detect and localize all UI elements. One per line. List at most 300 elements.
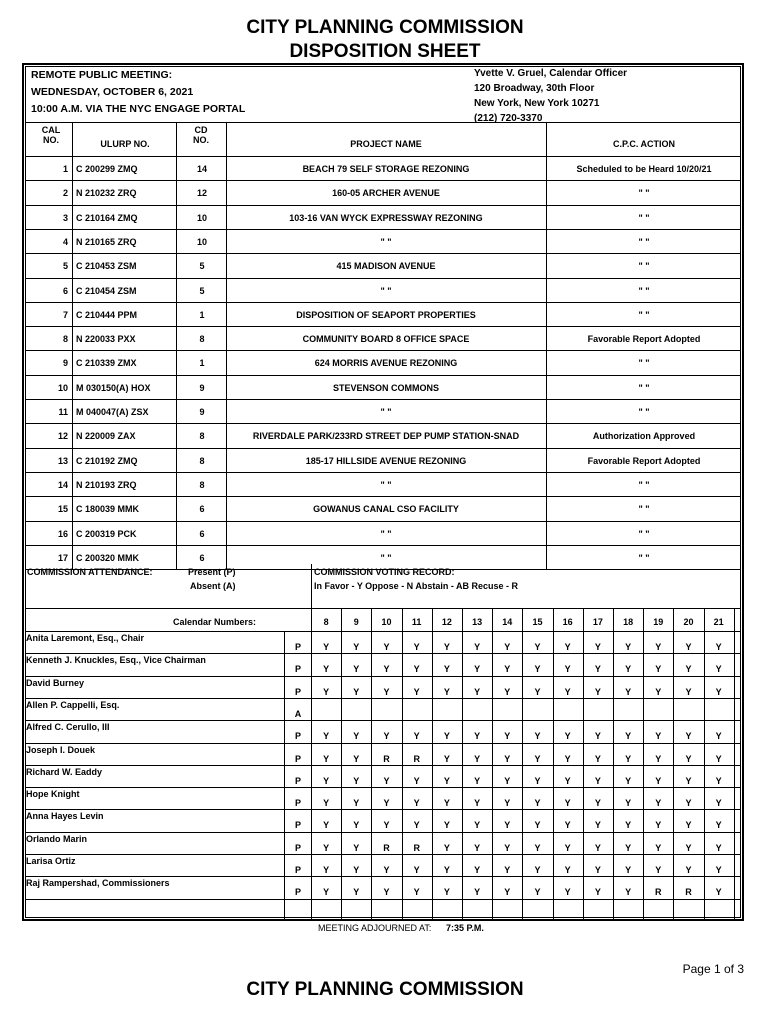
item-project-name: 415 MADISON AVENUE xyxy=(336,261,436,272)
vote-cell: Y xyxy=(323,642,330,652)
item-project-name: " " xyxy=(380,479,392,490)
item-ulurp-no: N 210165 ZRQ xyxy=(76,236,137,247)
item-cal-no: 12 xyxy=(57,431,68,442)
item-cd-no: 9 xyxy=(199,407,205,417)
vote-cell: Y xyxy=(534,842,541,853)
vote-cell: Y xyxy=(383,686,390,697)
vote-cell: Y xyxy=(323,820,330,831)
vote-cell: Y xyxy=(625,664,632,675)
vote-cell: Y xyxy=(504,731,511,742)
item-ulurp-no: C 210444 PPM xyxy=(76,309,138,320)
item-cpc-action: Authorization Approved xyxy=(592,431,696,442)
grid-line xyxy=(25,350,741,351)
item-ulurp-no: C 200319 PCK xyxy=(76,528,137,539)
col-header-project: PROJECT NAME xyxy=(350,139,422,149)
vote-cell: Y xyxy=(443,731,450,742)
vote-cell: Y xyxy=(534,642,541,652)
vote-cell: Y xyxy=(564,887,571,898)
item-cpc-action: Favorable Report Adopted xyxy=(587,334,701,345)
item-project-name: 160-05 ARCHER AVENUE xyxy=(332,188,440,199)
commissioner-attendance: P xyxy=(294,753,301,764)
vote-cell: Y xyxy=(353,664,360,675)
vote-cell: Y xyxy=(534,753,541,764)
item-cpc-action: " " xyxy=(638,479,650,490)
item-project-name: BEACH 79 SELF STORAGE REZONING xyxy=(302,164,470,174)
calendar-numbers-label: Calendar Numbers: xyxy=(173,617,257,627)
item-cal-no: 1 xyxy=(62,164,68,174)
vote-cell: Y xyxy=(534,887,541,898)
item-cpc-action: " " xyxy=(638,188,650,199)
vote-cell: Y xyxy=(323,664,330,675)
grid-line xyxy=(25,854,741,855)
commissioner-attendance: P xyxy=(294,775,301,786)
vote-cell: Y xyxy=(383,642,390,652)
item-cpc-action: Scheduled to be Heard 10/20/21 xyxy=(576,164,712,174)
vote-cell: Y xyxy=(594,642,601,652)
vote-cell: Y xyxy=(594,686,601,697)
vote-cell: Y xyxy=(443,664,450,675)
item-ulurp-no: M 030150(A) HOX xyxy=(76,382,151,393)
item-cal-no: 2 xyxy=(62,188,68,199)
vote-cell: Y xyxy=(594,865,601,875)
vote-cell: Y xyxy=(474,642,481,652)
vote-cell: Y xyxy=(474,731,481,742)
vote-cell: Y xyxy=(534,798,541,809)
item-cd-no: 1 xyxy=(199,309,205,320)
commissioner-name: Kenneth J. Knuckles, Esq., Vice Chairman xyxy=(26,655,206,666)
vote-cell: Y xyxy=(443,820,450,831)
grid-line xyxy=(25,743,741,744)
item-cpc-action: " " xyxy=(638,236,650,247)
calendar-number: 10 xyxy=(381,617,392,627)
vote-cell: Y xyxy=(685,842,692,853)
item-cal-no: 17 xyxy=(57,552,68,563)
calendar-number: 13 xyxy=(472,617,483,627)
commissioner-name: David Burney xyxy=(26,677,85,688)
meeting-info xyxy=(31,67,245,118)
vote-cell: Y xyxy=(413,731,420,742)
vote-cell: Y xyxy=(353,887,360,898)
item-cal-no: 16 xyxy=(57,528,68,539)
document-title: CITY PLANNING COMMISSION xyxy=(246,17,524,38)
vote-cell: Y xyxy=(655,775,662,786)
attendance-present-legend: Present (P) xyxy=(188,567,236,577)
vote-cell: Y xyxy=(594,798,601,809)
vote-cell: Y xyxy=(715,887,722,898)
document-subtitle: DISPOSITION SHEET xyxy=(289,41,481,62)
item-cal-no: 4 xyxy=(62,236,68,247)
item-cd-no: 14 xyxy=(196,164,207,174)
item-cd-no: 5 xyxy=(199,261,205,272)
commissioner-attendance: P xyxy=(294,642,301,652)
commissioner-name: Orlando Marin xyxy=(26,833,88,844)
grid-line xyxy=(25,472,741,473)
vote-cell: Y xyxy=(685,775,692,786)
vote-cell: Y xyxy=(504,753,511,764)
vote-cell: Y xyxy=(504,842,511,853)
voting-legend: In Favor - Y Oppose - N Abstain - AB Recuse - R xyxy=(314,581,519,591)
vote-cell: Y xyxy=(323,842,330,853)
item-cd-no: 8 xyxy=(199,334,205,345)
commissioner-attendance: A xyxy=(294,708,302,719)
commissioner-name: Hope Knight xyxy=(26,789,80,800)
commissioner-attendance: P xyxy=(294,664,301,675)
commissioner-attendance: P xyxy=(294,865,301,875)
item-ulurp-no: N 210232 ZRQ xyxy=(76,188,137,199)
item-cal-no: 15 xyxy=(57,504,68,515)
vote-cell: Y xyxy=(685,820,692,831)
vote-cell: Y xyxy=(594,887,601,898)
vote-cell: Y xyxy=(474,664,481,675)
vote-cell: Y xyxy=(504,820,511,831)
vote-cell: Y xyxy=(323,686,330,697)
item-ulurp-no: C 210164 ZMQ xyxy=(76,212,138,223)
vote-cell: R xyxy=(383,753,390,764)
grid-line xyxy=(25,765,741,766)
vote-cell: Y xyxy=(383,865,390,875)
vote-cell: Y xyxy=(443,642,450,652)
vote-cell: Y xyxy=(655,664,662,675)
vote-cell: Y xyxy=(383,887,390,898)
vote-cell: Y xyxy=(685,753,692,764)
commissioner-attendance: P xyxy=(294,798,301,809)
item-cd-no: 1 xyxy=(199,358,205,369)
vote-cell: Y xyxy=(715,842,722,853)
vote-cell: Y xyxy=(655,731,662,742)
vote-cell: Y xyxy=(625,775,632,786)
grid-line xyxy=(25,448,741,449)
vote-cell: Y xyxy=(594,775,601,786)
item-project-name: DISPOSITION OF SEAPORT PROPERTIES xyxy=(296,309,476,320)
vote-cell: Y xyxy=(474,775,481,786)
vote-cell: Y xyxy=(323,798,330,809)
item-cd-no: 9 xyxy=(199,382,205,393)
vote-cell: Y xyxy=(443,775,450,786)
item-ulurp-no: N 210193 ZRQ xyxy=(76,479,137,490)
item-cpc-action: Favorable Report Adopted xyxy=(587,455,701,466)
calendar-number: 12 xyxy=(441,617,452,627)
commissioner-name: Larisa Ortiz xyxy=(26,856,76,866)
grid-line xyxy=(176,122,177,569)
calendar-number: 17 xyxy=(592,617,603,627)
vote-cell: Y xyxy=(504,664,511,675)
vote-cell: Y xyxy=(383,731,390,742)
vote-cell: Y xyxy=(564,775,571,786)
item-ulurp-no: C 200299 ZMQ xyxy=(76,164,138,174)
commissioner-attendance: P xyxy=(294,842,301,853)
vote-cell: Y xyxy=(504,775,511,786)
vote-cell: Y xyxy=(504,865,511,875)
vote-cell: Y xyxy=(383,820,390,831)
item-cd-no: 8 xyxy=(199,431,205,442)
officer-line: (212) 720-3370 xyxy=(474,113,543,124)
vote-cell: Y xyxy=(715,775,722,786)
grid-line xyxy=(25,876,741,877)
item-ulurp-no: C 210339 ZMX xyxy=(76,358,137,369)
item-cal-no: 14 xyxy=(57,479,68,490)
vote-cell: Y xyxy=(625,642,632,652)
vote-cell: Y xyxy=(383,798,390,809)
item-ulurp-no: C 180039 MMK xyxy=(76,504,140,515)
vote-cell: Y xyxy=(564,642,571,652)
item-project-name: " " xyxy=(380,236,392,247)
item-project-name: " " xyxy=(380,285,392,296)
vote-cell: Y xyxy=(443,686,450,697)
item-cpc-action: " " xyxy=(638,212,650,223)
meeting-line: 10:00 A.M. VIA THE NYC ENGAGE PORTAL xyxy=(31,103,246,115)
vote-cell: Y xyxy=(594,664,601,675)
vote-cell: Y xyxy=(534,820,541,831)
vote-cell: Y xyxy=(534,731,541,742)
grid-line xyxy=(25,720,741,721)
vote-cell: Y xyxy=(323,865,330,875)
vote-cell: Y xyxy=(443,842,450,853)
grid-line xyxy=(25,787,741,788)
vote-cell: Y xyxy=(353,642,360,652)
item-cd-no: 6 xyxy=(199,528,205,539)
vote-cell: Y xyxy=(564,798,571,809)
item-cd-no: 10 xyxy=(196,236,207,247)
calendar-number: 18 xyxy=(623,617,634,627)
page-number: Page 1 of 3 xyxy=(682,962,744,976)
vote-cell: Y xyxy=(504,686,511,697)
item-project-name: STEVENSON COMMONS xyxy=(332,382,439,393)
item-cd-no: 12 xyxy=(196,188,207,199)
meeting-line: WEDNESDAY, OCTOBER 6, 2021 xyxy=(31,86,194,98)
officer-line: New York, New York 10271 xyxy=(474,98,600,109)
item-ulurp-no: C 210454 ZSM xyxy=(76,285,137,296)
vote-cell: R xyxy=(655,887,662,898)
adjourned-time: 7:35 P.M. xyxy=(446,923,484,933)
commissioner-attendance: P xyxy=(294,887,301,898)
vote-cell: Y xyxy=(353,775,360,786)
vote-cell: Y xyxy=(564,686,571,697)
vote-cell: Y xyxy=(564,664,571,675)
attendance-absent-legend: Absent (A) xyxy=(190,581,236,591)
calendar-number: 20 xyxy=(683,617,694,627)
commissioner-name: Anita Laremont, Esq., Chair xyxy=(26,633,145,643)
grid-line xyxy=(72,122,73,569)
item-project-name: GOWANUS CANAL CSO FACILITY xyxy=(313,504,459,515)
vote-cell: Y xyxy=(594,820,601,831)
vote-cell: Y xyxy=(715,686,722,697)
attendance-label: COMMISSION ATTENDANCE: xyxy=(27,567,153,577)
grid-line xyxy=(25,521,741,522)
vote-cell: R xyxy=(383,842,390,853)
vote-cell: Y xyxy=(353,686,360,697)
vote-cell: Y xyxy=(383,775,390,786)
item-cal-no: 5 xyxy=(62,261,68,272)
item-cal-no: 6 xyxy=(62,285,68,296)
vote-cell: Y xyxy=(625,731,632,742)
vote-cell: Y xyxy=(353,731,360,742)
vote-cell: Y xyxy=(443,798,450,809)
item-cpc-action: " " xyxy=(638,285,650,296)
vote-cell: Y xyxy=(353,753,360,764)
vote-cell: Y xyxy=(534,664,541,675)
vote-cell: Y xyxy=(323,887,330,898)
vote-cell: Y xyxy=(564,753,571,764)
grid-line xyxy=(25,545,741,546)
vote-cell: Y xyxy=(655,842,662,853)
calendar-number: 14 xyxy=(502,617,513,627)
grid-line xyxy=(25,375,741,376)
grid-line xyxy=(25,676,741,677)
officer-line: Yvette V. Gruel, Calendar Officer xyxy=(474,68,628,79)
item-cal-no: 13 xyxy=(57,455,68,466)
vote-cell: R xyxy=(413,753,420,764)
grid-line xyxy=(25,302,741,303)
vote-cell: Y xyxy=(685,865,692,875)
vote-cell: Y xyxy=(413,775,420,786)
vote-cell: Y xyxy=(655,865,662,875)
vote-cell: Y xyxy=(625,798,632,809)
col-header-cd: CD NO. xyxy=(192,125,209,145)
grid-line xyxy=(25,326,741,327)
vote-cell: Y xyxy=(655,753,662,764)
commissioner-attendance: P xyxy=(294,731,301,742)
vote-cell: Y xyxy=(564,842,571,853)
item-cpc-action: " " xyxy=(638,309,650,320)
vote-cell: Y xyxy=(685,686,692,697)
col-header-cal: CAL NO. xyxy=(41,125,61,145)
item-cpc-action: " " xyxy=(638,552,650,563)
item-project-name: " " xyxy=(380,528,392,539)
commissioner-name: Allen P. Cappelli, Esq. xyxy=(26,699,120,710)
item-cd-no: 8 xyxy=(199,455,205,466)
vote-cell: Y xyxy=(715,753,722,764)
vote-cell: Y xyxy=(383,664,390,675)
grid-line xyxy=(25,899,741,900)
grid-line xyxy=(25,253,741,254)
grid-line xyxy=(546,122,547,569)
vote-cell: Y xyxy=(474,753,481,764)
item-ulurp-no: N 220009 ZAX xyxy=(76,431,136,442)
commissioner-name: Anna Hayes Levin xyxy=(26,811,104,822)
meeting-line: REMOTE PUBLIC MEETING: xyxy=(31,69,173,81)
grid-line xyxy=(25,832,741,833)
calendar-number: 19 xyxy=(653,617,664,627)
item-cpc-action: " " xyxy=(638,261,650,272)
calendar-number: 9 xyxy=(353,617,359,627)
item-ulurp-no: M 040047(A) ZSX xyxy=(76,407,149,417)
vote-cell: Y xyxy=(353,798,360,809)
commissioner-attendance: P xyxy=(294,686,301,697)
item-ulurp-no: N 220033 PXX xyxy=(76,334,136,345)
next-page-title: CITY PLANNING COMMISSION xyxy=(246,979,524,1000)
vote-cell: Y xyxy=(685,798,692,809)
item-ulurp-no: C 210453 ZSM xyxy=(76,261,137,272)
item-cpc-action: " " xyxy=(638,358,650,369)
calendar-number: 11 xyxy=(411,617,422,627)
calendar-number: 15 xyxy=(532,617,543,627)
vote-cell: Y xyxy=(413,664,420,675)
grid-line xyxy=(25,122,741,123)
vote-cell: Y xyxy=(474,820,481,831)
item-project-name: 624 MORRIS AVENUE REZONING xyxy=(314,358,458,369)
item-cal-no: 11 xyxy=(58,407,68,417)
vote-cell: Y xyxy=(323,731,330,742)
grid-line xyxy=(226,122,227,569)
vote-cell: Y xyxy=(564,865,571,875)
grid-line xyxy=(25,399,741,400)
vote-cell: Y xyxy=(443,753,450,764)
vote-cell: Y xyxy=(534,686,541,697)
vote-cell: Y xyxy=(504,642,511,652)
grid-line xyxy=(734,608,735,919)
grid-line xyxy=(25,229,741,230)
item-project-name: " " xyxy=(380,552,392,563)
grid-line xyxy=(25,156,741,157)
vote-cell: Y xyxy=(625,842,632,853)
vote-cell: Y xyxy=(655,798,662,809)
item-cd-no: 6 xyxy=(199,552,205,563)
grid-line xyxy=(25,423,741,424)
item-ulurp-no: C 200320 MMK xyxy=(76,552,140,563)
grid-line xyxy=(25,278,741,279)
item-cal-no: 8 xyxy=(62,334,68,345)
item-cal-no: 7 xyxy=(62,309,68,320)
officer-line: 120 Broadway, 30th Floor xyxy=(474,83,595,94)
grid-line xyxy=(25,653,741,654)
vote-cell: Y xyxy=(474,887,481,898)
item-project-name: COMMUNITY BOARD 8 OFFICE SPACE xyxy=(302,334,470,345)
calendar-number: 21 xyxy=(713,617,724,627)
vote-cell: Y xyxy=(685,664,692,675)
col-header-ulurp: ULURP NO. xyxy=(100,139,150,149)
vote-cell: Y xyxy=(685,731,692,742)
grid-line xyxy=(25,180,741,181)
vote-cell: Y xyxy=(474,686,481,697)
vote-cell: Y xyxy=(715,820,722,831)
vote-cell: Y xyxy=(323,753,330,764)
vote-cell: Y xyxy=(594,731,601,742)
grid-line xyxy=(25,496,741,497)
item-cpc-action: " " xyxy=(638,382,650,393)
vote-cell: R xyxy=(685,887,692,898)
vote-cell: Y xyxy=(443,887,450,898)
vote-cell: Y xyxy=(655,686,662,697)
vote-cell: Y xyxy=(534,775,541,786)
item-cd-no: 10 xyxy=(196,212,207,223)
vote-cell: Y xyxy=(504,887,511,898)
vote-cell: Y xyxy=(564,731,571,742)
vote-cell: Y xyxy=(413,642,420,652)
commissioner-name: Joseph I. Douek xyxy=(26,744,96,755)
item-ulurp-no: C 210192 ZMQ xyxy=(76,455,138,466)
vote-cell: Y xyxy=(504,798,511,809)
grid-line xyxy=(25,608,741,609)
grid-line xyxy=(25,698,741,699)
vote-cell: Y xyxy=(715,798,722,809)
vote-cell: Y xyxy=(625,865,632,875)
item-project-name: " " xyxy=(380,407,392,417)
calendar-officer-info xyxy=(474,66,627,126)
item-project-name: 185-17 HILLSIDE AVENUE REZONING xyxy=(305,455,467,466)
item-project-name: RIVERDALE PARK/233RD STREET DEP PUMP STATION-SNAD xyxy=(252,431,520,442)
calendar-number: 16 xyxy=(562,617,573,627)
grid-line xyxy=(25,205,741,206)
col-header-action: C.P.C. ACTION xyxy=(612,139,675,149)
vote-cell: Y xyxy=(413,820,420,831)
vote-cell: Y xyxy=(353,820,360,831)
vote-cell: Y xyxy=(685,642,692,652)
calendar-number: 8 xyxy=(323,617,329,627)
vote-cell: Y xyxy=(655,642,662,652)
item-cal-no: 10 xyxy=(57,382,68,393)
vote-cell: Y xyxy=(715,664,722,675)
item-cd-no: 5 xyxy=(199,285,205,296)
